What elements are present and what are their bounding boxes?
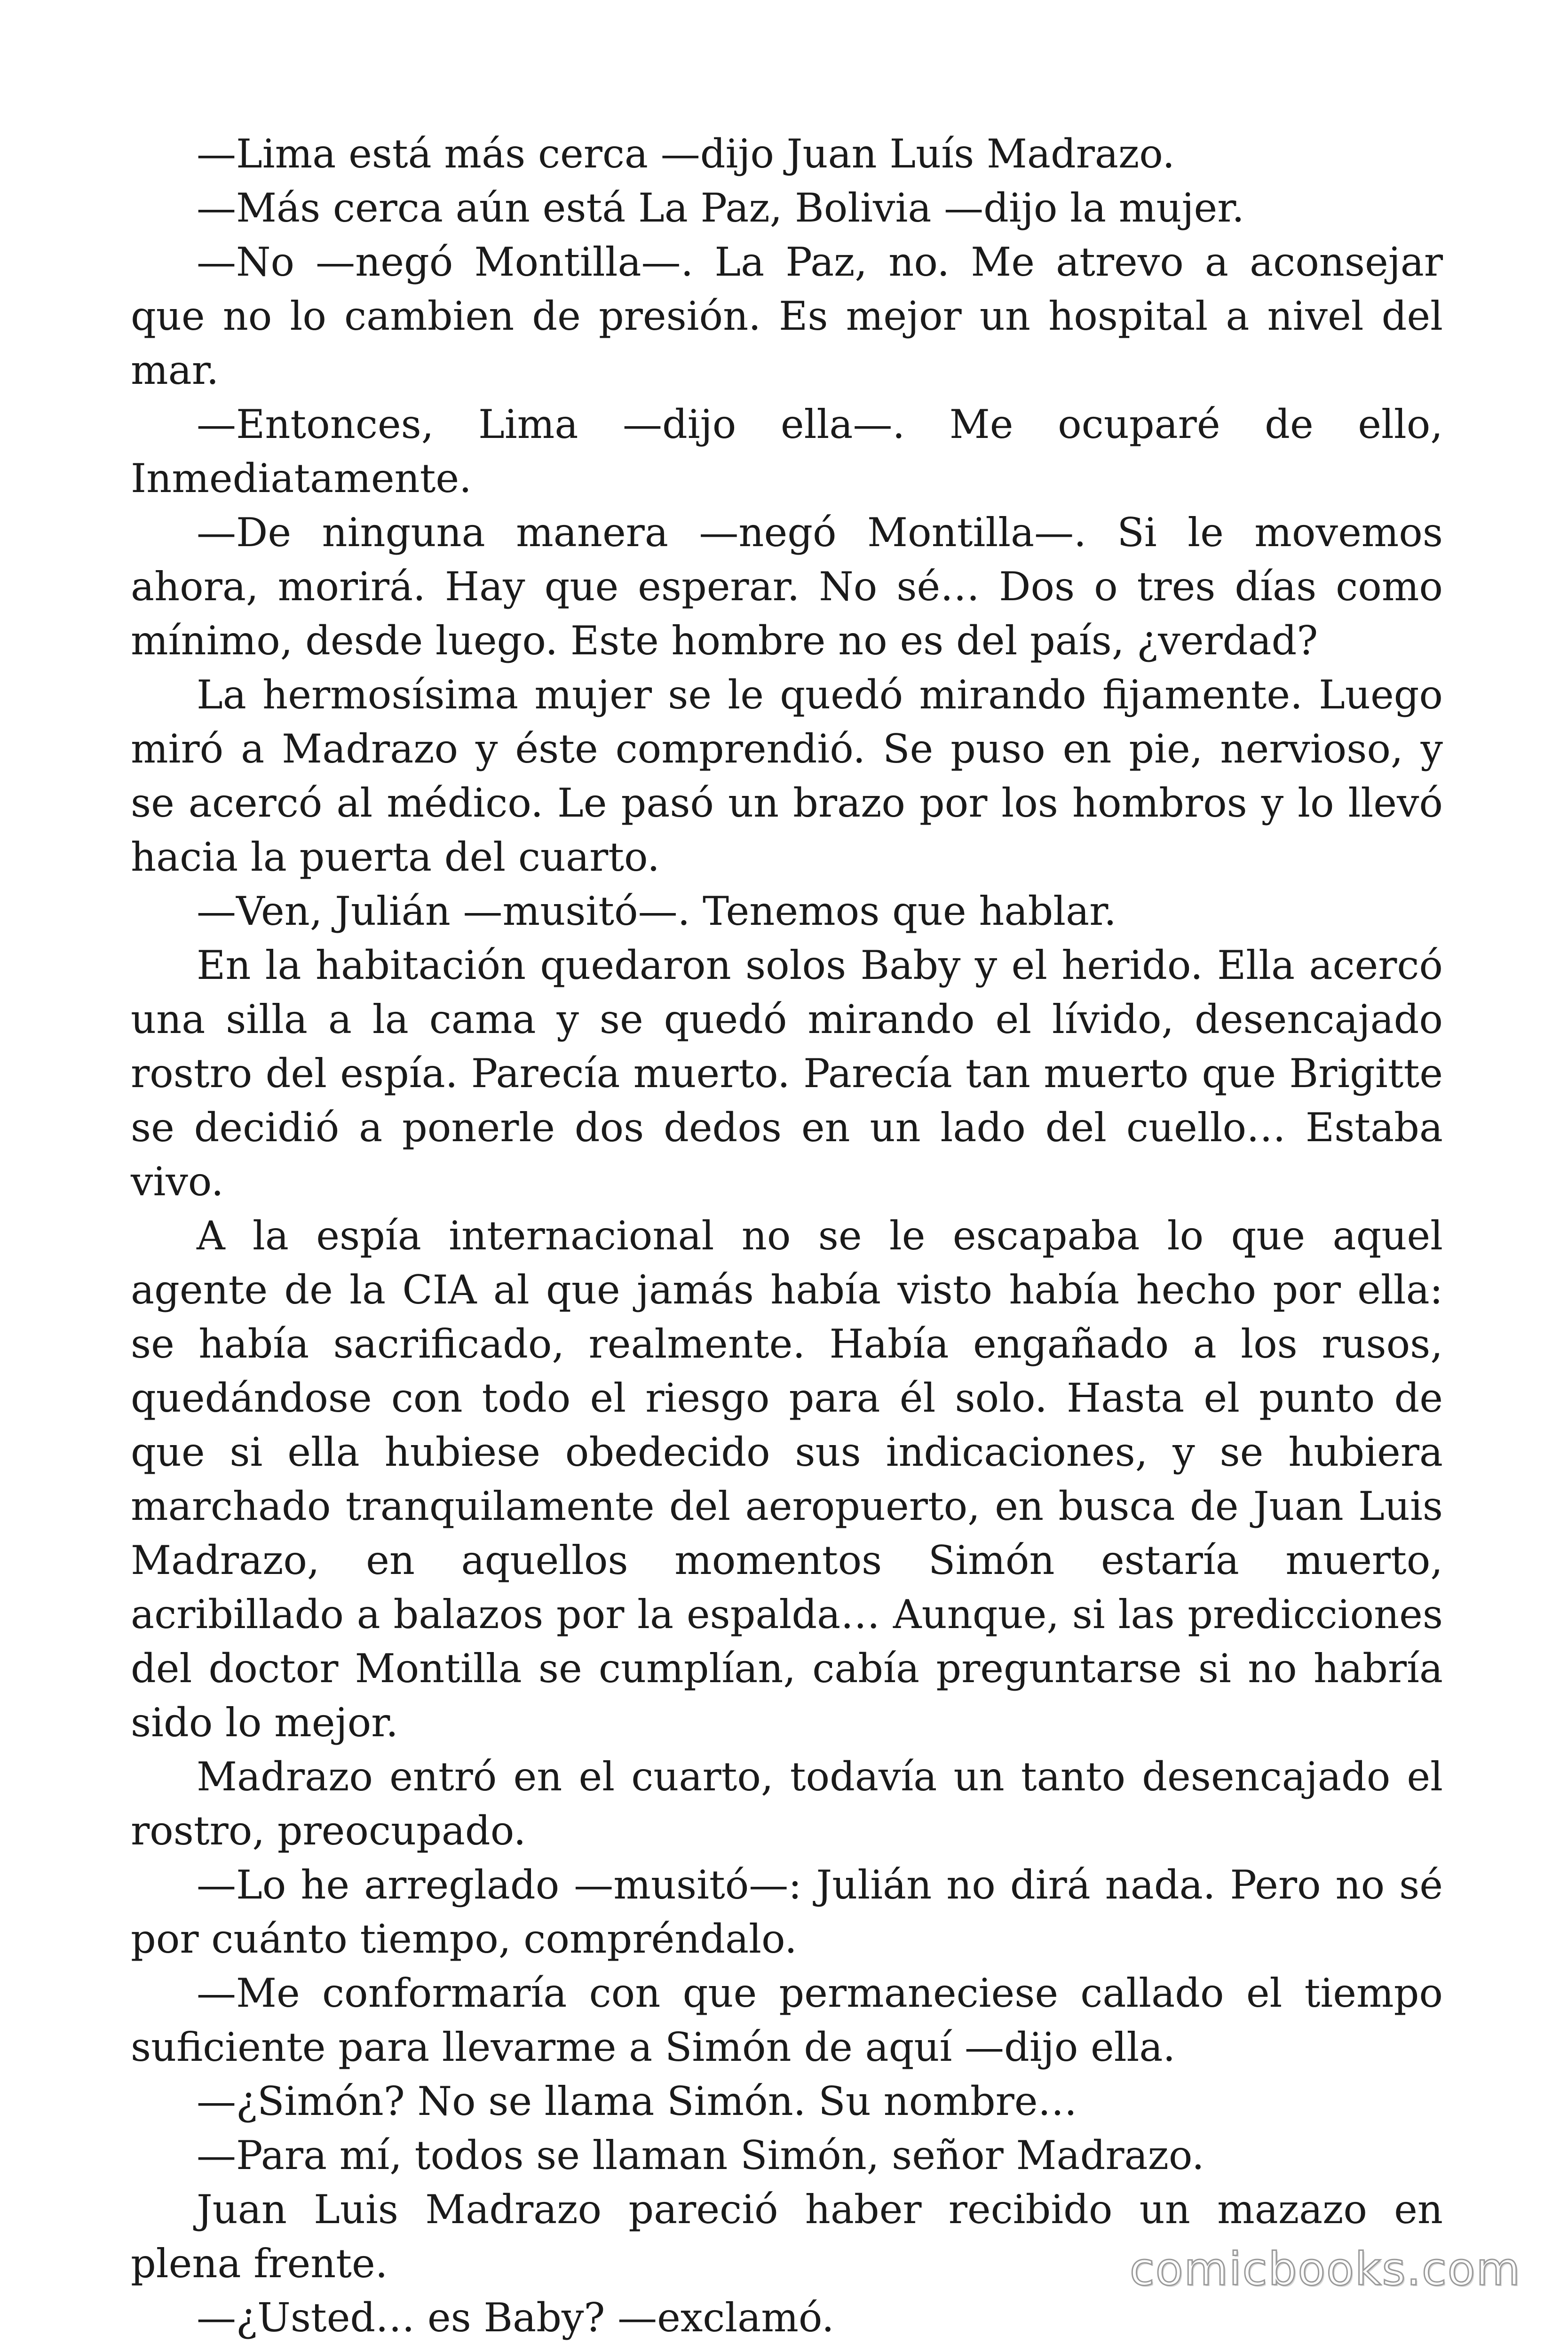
watermark: comicbooks.com — [1129, 2243, 1521, 2296]
paragraph: La hermosísima mujer se le quedó mirando fijamente. Luego miró a Madrazo y éste comprendió. Se puso en pie, nervioso, y se acercó al médico. Le pasó un brazo por los hombros y lo llevó hacia la puerta del cuarto. — [131, 672, 1443, 880]
paragraph: —Más cerca aún está La Paz, Bolivia —dijo la mujer. — [197, 185, 1244, 231]
paragraph: —¿Simón? No se llama Simón. Su nombre… — [197, 2078, 1077, 2124]
paragraph: —De ninguna manera —negó Montilla—. Si le movemos ahora, morirá. Hay que esperar. No sé… Dos o tres días como mínimo, desde luego. Este hombre no es del país, ¿verdad? — [131, 509, 1443, 664]
paragraph: —Lo he arreglado —musitó—: Julián no dirá nada. Pero no sé por cuánto tiempo, compréndalo. — [131, 1862, 1443, 1962]
paragraph: Juan Luis Madrazo pareció haber recibido un mazazo en plena frente. — [131, 2186, 1443, 2287]
paragraph: —Ven, Julián —musitó—. Tenemos que hablar. — [197, 888, 1117, 934]
paragraph: —Me conformaría con que permaneciese callado el tiempo suficiente para llevarme a Simón de aquí —dijo ella. — [131, 1970, 1443, 2070]
paragraph: —No —negó Montilla—. La Paz, no. Me atrevo a aconsejar que no lo cambien de presión. Es mejor un hospital a nivel del mar. — [131, 239, 1443, 393]
paragraph: En la habitación quedaron solos Baby y el herido. Ella acercó una silla a la cama y se quedó mirando el lívido, desencajado rostro del espía. Parecía muerto. Parecía tan muerto que Brigitte se decidió a ponerle dos dedos en un lado del cuello… Estaba vivo. — [131, 942, 1443, 1205]
page-body — [131, 127, 1443, 2345]
paragraph: —Lima está más cerca —dijo Juan Luís Madrazo. — [197, 131, 1175, 177]
paragraph: Madrazo entró en el cuarto, todavía un tanto desencajado el rostro, preocupado. — [131, 1754, 1443, 1854]
paragraph: —Entonces, Lima —dijo ella—. Me ocuparé de ello, Inmediatamente. — [131, 401, 1443, 501]
paragraph: —Para mí, todos se llaman Simón, señor Madrazo. — [197, 2132, 1204, 2178]
paragraph: A la espía internacional no se le escapaba lo que aquel agente de la CIA al que jamás había visto había hecho por ella: se había sacrificado, realmente. Había engañado a los rusos, quedándose con todo el riesgo para él solo. Hasta el punto de que si ella hubiese obedecido sus indicaciones, y se hubiera marchado tranquilamente del aeropuerto, en busca de Juan Luis Madrazo, en aquellos momentos Simón estaría muerto, acribillado a balazos por la espalda… Aunque, si las predicciones del doctor Montilla se cumplían, cabía preguntarse si no habría sido lo mejor. — [131, 1213, 1443, 1746]
paragraph: —¿Usted… es Baby? —exclamó. — [197, 2295, 834, 2341]
